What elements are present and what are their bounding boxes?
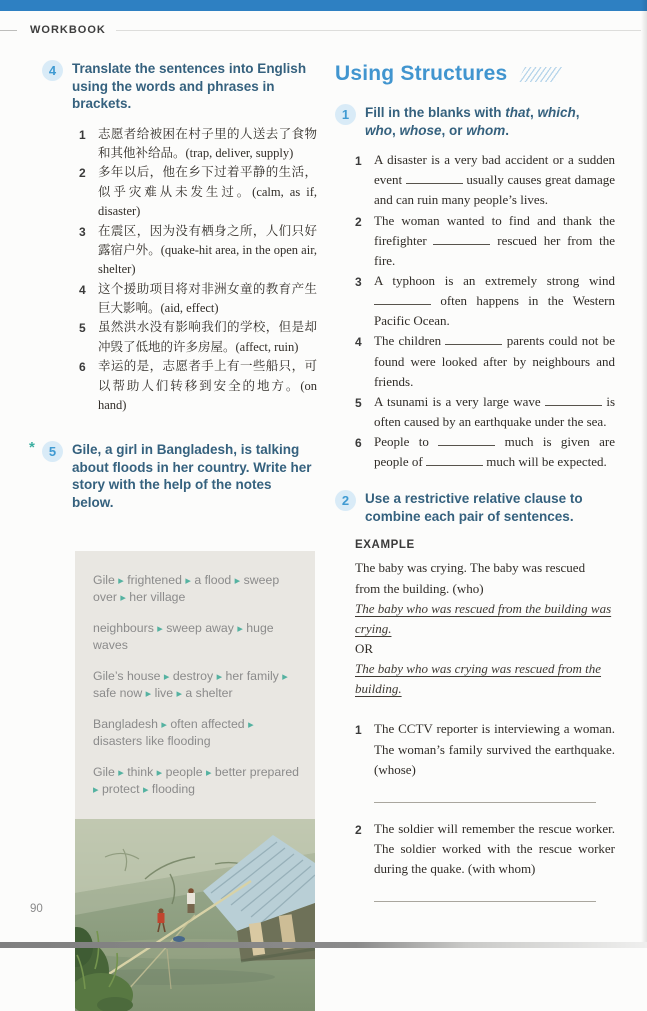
page-number: 90 [30,903,43,915]
fill-blank-item [355,150,615,210]
arrow-right-icon: ▸ [118,575,124,588]
example-prompt: The baby was crying. The baby was rescued from the building. (who) [355,560,586,596]
arrow-right-icon: ▸ [237,623,243,636]
item-number: 2 [79,166,86,181]
fill-blank-item [355,392,615,432]
item-text: 多年以后，他在乡下过着平静的生活，似乎灾难从未发生过。(calm, as if, disaster) [98,165,317,219]
or-label: OR [355,641,374,656]
arrow-right-icon: ▸ [157,623,163,636]
top-accent-bar [0,0,647,11]
arrow-right-icon: ▸ [216,671,223,684]
answer-line [374,802,596,803]
exercise-5-title: Gile, a girl in Bangladesh, is talking about floods in her country. Write her story with the help of the notes below. [72,442,312,510]
note-line [93,572,300,605]
exercise-2-number-badge: 2 [335,490,356,511]
exercise-4-title: Translate the sentences into English using the words and phrases in brackets. [72,61,307,112]
fill-blank-item [355,432,615,472]
item-text: The soldier will remember the rescue worker. The soldier worked with the rescue worker during the quake. (with whom) [374,820,615,877]
example-label: EXAMPLE [355,539,415,552]
note-phrase: a flood [194,573,232,588]
exercise-4-header [42,60,328,113]
item-number: 4 [79,282,86,297]
item-number: 1 [355,154,362,169]
fill-blank-item [355,331,615,391]
example-block [355,558,613,699]
item-text: A typhoon is an extremely strong wind often happens in the Western Pacific Ocean. [374,272,615,329]
item-text: The children parents could not be found were looked after by neighbours and friends. [374,333,615,389]
exercise-1 [335,104,635,472]
note-phrase: her family [225,669,279,684]
example-answer-2: The baby who was crying was rescued from the building. [355,661,602,697]
note-phrase: Gile [93,764,115,779]
exercise-2-items [355,719,615,902]
fill-in-blank [374,293,431,305]
arrow-right-icon: ▸ [120,591,126,604]
note-phrase: often affected [170,717,245,732]
item-number: 5 [355,395,362,410]
fill-in-blank [545,394,602,406]
translation-item [79,357,317,415]
item-text: A tsunami is a very large wave is often caused by an earthquake under the sea. [374,393,616,429]
exercise-1-number-badge: 1 [335,104,356,125]
note-phrase: disasters like flooding [93,733,211,748]
exercise-1-items [355,150,615,472]
exercise-2 [335,490,635,902]
title-text: . [505,122,510,138]
item-number: 3 [355,274,362,289]
section-header [335,62,635,86]
fill-in-blank [406,172,463,184]
title-text: Fill in the blanks with [365,105,506,120]
answer-line [374,901,596,902]
title-text: , [530,105,538,120]
relative-pronoun: that [505,105,531,120]
exercise-5-number-badge: 5 [42,441,63,462]
page-header [0,24,647,36]
translation-item [79,125,317,164]
arrow-right-icon: ▸ [176,687,182,700]
note-phrase: safe now [93,685,143,700]
exercise-5-header [29,439,328,511]
item-number: 6 [355,436,362,451]
arrow-right-icon: ▸ [145,687,152,700]
note-phrase: better prepared [214,764,300,779]
title-text: , [575,105,580,120]
right-column [335,60,635,1011]
arrow-right-icon: ▸ [156,766,163,779]
notes-list [75,551,315,819]
item-text: People to much is given are people of much will be expected. [374,434,615,470]
item-text: 幸运的是，志愿者手上有一些船只，可以帮助人们转移到安全的地方。(on hand) [98,359,317,412]
combine-item [355,719,615,779]
arrow-right-icon: ▸ [163,671,170,684]
title-text: , [392,122,400,138]
item-text: 志愿者给被困在村子里的人送去了食物和其他补给品。(trap, deliver, supply) [98,126,317,161]
translation-item [79,163,317,221]
note-phrase: Gile’s house [93,669,161,684]
flood-photo [75,819,315,1011]
arrow-right-icon: ▸ [118,766,124,779]
fill-in-blank [426,454,483,466]
arrow-right-icon: ▸ [205,766,212,779]
item-number: 1 [79,127,86,142]
note-phrase: sweep away [166,621,234,636]
arrow-right-icon: ▸ [248,719,254,732]
note-phrase: a shelter [185,685,233,700]
header-rule-line [116,30,641,31]
fill-in-blank [438,434,495,446]
arrow-right-icon: ▸ [93,783,99,796]
item-number: 6 [79,360,86,375]
note-phrase: frightened [127,573,182,588]
item-number: 1 [355,723,362,738]
page-bottom-edge [0,942,647,948]
workbook-label: WORKBOOK [30,24,106,36]
translation-item [79,318,317,357]
item-number: 3 [79,224,86,239]
relative-pronoun: whose [399,122,442,138]
item-number: 2 [355,214,362,229]
note-line [93,716,300,749]
example-answer-1: The baby who was rescued from the building was crying. [355,600,612,636]
title-text: , or [441,122,467,138]
note-phrase: live [154,685,174,700]
item-text: A disaster is a very bad accident or a sudden event usually causes great damage and can ruin many people’s lives. [374,152,615,208]
translation-item [79,222,317,280]
arrow-right-icon: ▸ [185,575,191,588]
note-phrase: flooding [151,781,195,796]
note-phrase: sweep over [93,573,280,604]
relative-pronoun: which [537,105,576,120]
header-tick-line [0,30,17,31]
relative-pronoun: who [365,122,392,138]
note-phrase: Bangladesh [93,717,158,732]
hatch-decoration-icon [517,67,563,82]
page-edge-shading [641,0,647,948]
combine-item [355,819,615,879]
note-line [93,668,300,701]
fill-in-blank [445,333,502,345]
note-line [93,620,300,653]
note-phrase: huge waves [93,621,274,652]
exercise-4-number-badge: 4 [42,60,63,81]
note-phrase: neighbours [93,621,154,636]
relative-pronoun: whom [466,122,506,138]
exercise-2-title: Use a restrictive relative clause to combine each pair of sentences. [365,491,583,524]
item-number: 4 [355,335,362,350]
fill-in-blank [433,233,490,245]
asterisk-marker: * [29,439,35,457]
item-number: 2 [355,822,362,837]
fill-blank-item [355,211,615,271]
exercise-1-title [365,104,609,139]
item-text: The woman wanted to find and thank the firefighter rescued her from the fire. [374,212,615,268]
note-phrase: destroy [172,669,214,684]
section-title: Using Structures [335,62,508,85]
item-text: 在震区，因为没有栖身之所，人们只好露宿户外。(quake-hit area, in the open air, shelter) [98,223,317,277]
arrow-right-icon: ▸ [161,719,167,732]
note-phrase: her village [129,589,186,604]
fill-blank-item [355,271,615,331]
note-phrase: Gile [93,573,115,588]
note-phrase: people [165,764,203,779]
translation-item [79,280,317,319]
item-text: The CCTV reporter is interviewing a woman. The woman’s family survived the earthquake. (whose) [374,721,615,777]
exercise-4-items [79,125,317,416]
note-phrase: think [127,764,154,779]
item-number: 5 [79,321,86,336]
item-text: 这个援助项目将对非洲女童的教育产生巨大影响。(aid, effect) [98,281,317,316]
arrow-right-icon: ▸ [282,671,288,684]
item-text: 虽然洪水没有影响我们的学校，但是却冲毁了低地的许多房屋。(affect, ruin) [98,320,317,354]
arrow-right-icon: ▸ [142,783,149,796]
exercise-1-header [335,104,635,139]
exercise-2-header [335,490,635,525]
note-line [93,764,300,797]
arrow-right-icon: ▸ [234,575,241,588]
note-phrase: protect [101,781,140,796]
